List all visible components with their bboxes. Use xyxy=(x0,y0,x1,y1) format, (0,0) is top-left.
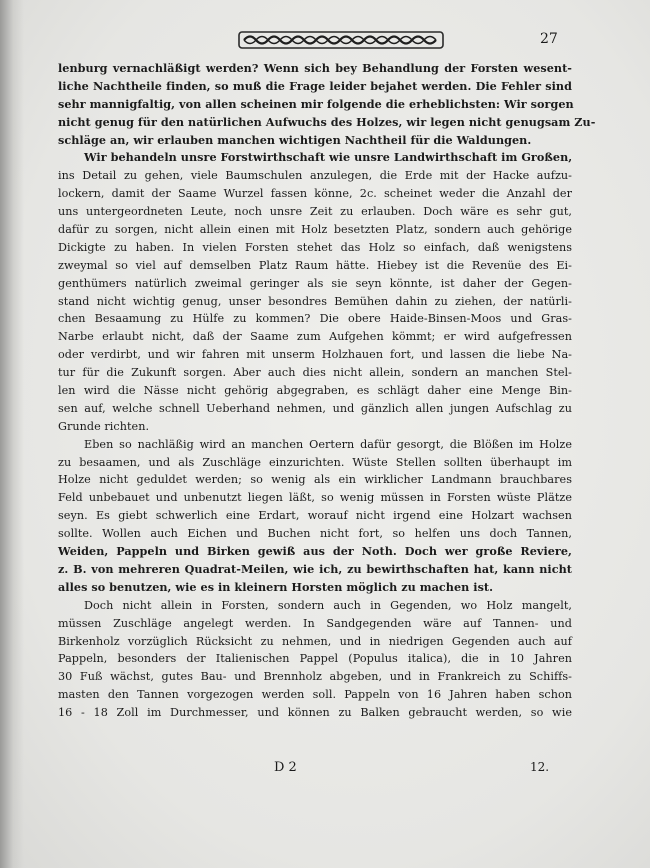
text-line: chen Besaamung zu Hülfe zu kommen? Die obere Haide-Binsen-Moos und Gras- xyxy=(58,312,572,326)
page-footer xyxy=(0,760,650,780)
body-text xyxy=(58,60,596,722)
text-line: zweymal so viel auf demselben Platz Raum hätte. Hiebey ist die Revenüe des Ei- xyxy=(58,258,572,272)
text-line: lenburg vernachläßigt werden? Wenn sich bey Behandlung der Forsten wesent- xyxy=(58,61,572,75)
text-line: Wir behandeln unsre Forstwirthschaft wie unsre Landwirthschaft im Großen, xyxy=(84,150,573,165)
text-line: Grunde richten. xyxy=(58,419,150,433)
ornament-border-icon xyxy=(238,30,444,50)
text-line: tur für die Zukunft sorgen. Aber auch dies nicht allein, sondern an manchen Stel- xyxy=(58,366,572,380)
text-line: Eben so nachläßig wird an manchen Oertern dafür gesorgt, die Blößen im Holze xyxy=(84,437,572,451)
catchword: 12. xyxy=(530,760,550,774)
text-line: len wird die Nässe nicht gehörig abgegraben, es schlägt daher eine Menge Bin- xyxy=(58,384,572,398)
text-line: alles so benutzen, wie es in kleinern Horsten möglich zu machen ist. xyxy=(58,579,494,594)
text-line: stand nicht wichtig genug, unser besondres Bemühen dahin zu ziehen, der natürli- xyxy=(58,294,572,308)
text-line: sehr mannigfaltig, von allen scheinen mir folgende die erheblichsten: Wir sorgen xyxy=(58,96,574,111)
text-line: lockern, damit der Saame Wurzel fassen könne, 2c. scheinet weder die Anzahl der xyxy=(58,187,572,201)
text-line: dafür zu sorgen, nicht allein einen mit Holz besetzten Platz, sondern auch gehörige xyxy=(58,223,572,237)
text-line: Narbe erlaubt nicht, daß der Saame zum Aufgehen kömmt; er wird aufgefressen xyxy=(58,330,572,344)
text-line: zu besaamen, und als Zuschläge einzurichten. Wüste Stellen sollten überhaupt im xyxy=(58,455,572,469)
text-line: liche Nachtheile finden, so muß die Frage leider bejahet werden. Die Fehler sind xyxy=(58,78,572,93)
text-line: 30 Fuß wächst, gutes Bau- und Brennholz abgeben, und in Frankreich zu Schiffs- xyxy=(58,670,572,684)
text-line: ins Detail zu gehen, viele Baumschulen anzulegen, die Erde mit der Hacke aufzu- xyxy=(58,169,572,183)
text-line: genthümers natürlich zweimal geringer als sie seyn könnte, ist daher der Gegen- xyxy=(58,276,572,290)
text-line: 16 - 18 Zoll im Durchmesser, und können zu Balken gebraucht werden, so wie xyxy=(58,706,572,720)
text-line: uns untergeordneten Leute, noch unsre Zeit zu erlauben. Doch wäre es sehr gut, xyxy=(58,205,572,219)
text-line: sen auf, welche schnell Ueberhand nehmen, und gänzlich allen jungen Aufschlag zu xyxy=(58,401,572,415)
text-line: Pappeln, besonders der Italienischen Pappel (Populus italica), die in 10 Jahren xyxy=(58,652,572,666)
text-line: Feld unbebauet und unbenutzt liegen läßt, so wenig müssen in Forsten wüste Plätze xyxy=(58,491,572,505)
text-line: nicht genug für den natürlichen Aufwuchs des Holzes, wir legen nicht genugsam Zu- xyxy=(58,114,596,129)
page-number: 27 xyxy=(540,31,558,47)
text-line: Doch nicht allein in Forsten, sondern auch in Gegenden, wo Holz mangelt, xyxy=(84,598,572,612)
text-line: z. B. von mehreren Quadrat-Meilen, wie ich, zu bewirthschaften hat, kann nicht xyxy=(58,561,572,576)
text-line: oder verdirbt, und wir fahren mit unserm Holzhauen fort, und lassen die liebe Na- xyxy=(58,348,572,362)
text-line: masten den Tannen vorgezogen werden soll. Pappeln von 16 Jahren haben schon xyxy=(58,688,572,702)
text-line: sollte. Wollen auch Eichen und Buchen nicht fort, so helfen uns doch Tannen, xyxy=(58,527,572,541)
text-line: Birkenholz vorzüglich Rücksicht zu nehmen, und in niedrigen Gegenden auch auf xyxy=(58,634,572,648)
text-line: Holze nicht geduldet werden; so wenig als ein wirklicher Landmann brauchbares xyxy=(58,473,572,487)
text-line: seyn. Es giebt schwerlich eine Erdart, worauf nicht irgend eine Holzart wachsen xyxy=(58,509,572,523)
page-header xyxy=(0,28,650,52)
text-line: schläge an, wir erlauben manchen wichtigen Nachtheil für die Waldungen. xyxy=(58,132,532,147)
signature-mark: D 2 xyxy=(274,760,297,775)
text-line: müssen Zuschläge angelegt werden. In Sandgegenden wäre auf Tannen- und xyxy=(58,616,572,630)
text-line: Dickigte zu haben. In vielen Forsten stehet das Holz so einfach, daß wenigstens xyxy=(58,240,572,254)
binding-shadow xyxy=(0,0,24,868)
text-line: Weiden, Pappeln und Birken gewiß aus der Noth. Doch wer große Reviere, xyxy=(58,544,572,559)
